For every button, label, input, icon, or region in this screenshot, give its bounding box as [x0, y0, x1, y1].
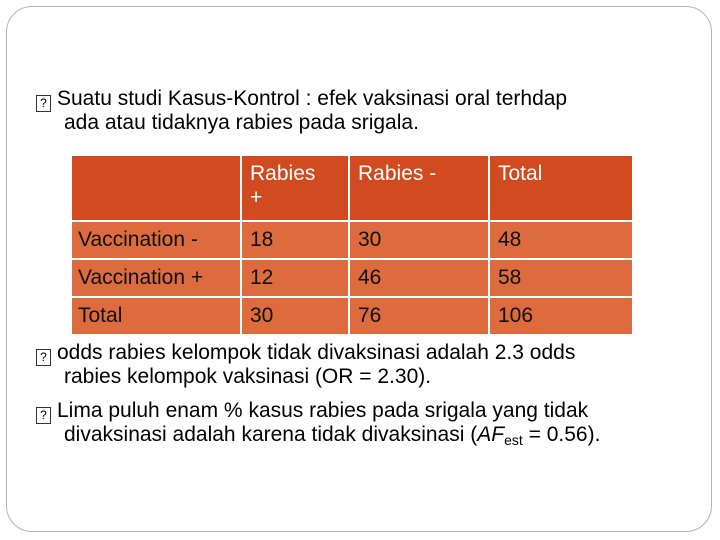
header-rabies-plus-word: Rabies: [250, 162, 316, 185]
table-cell: 30: [350, 220, 490, 258]
table-cell: 76: [350, 296, 490, 334]
row-label: Vaccination -: [72, 220, 242, 258]
intro-line1: Suatu studi Kasus-Kontrol : efek vaksinasi oral terhdap: [57, 87, 568, 110]
row-label: Vaccination +: [72, 258, 242, 296]
table-cell: 12: [242, 258, 350, 296]
data-table: [72, 156, 632, 334]
row-label: Total: [72, 296, 242, 334]
af-bullet: [36, 400, 686, 451]
odds-bullet: [36, 342, 686, 388]
header-rabies-plus-sign: +: [250, 186, 263, 209]
table-cell: 18: [242, 220, 350, 258]
bullet-box-icon: ?: [36, 349, 51, 366]
header-total: Total: [490, 156, 632, 220]
af-value: = 0.56).: [522, 423, 601, 446]
af-line2-text: divaksinasi adalah karena tidak divaksinasi (: [64, 423, 478, 446]
odds-line1: odds rabies kelompok tidak divaksinasi adalah 2.3 odds: [57, 341, 576, 364]
af-symbol: AF: [477, 423, 505, 446]
table-cell: 30: [242, 296, 350, 334]
bullet-box-icon: ?: [36, 95, 51, 112]
header-rabies-plus: [242, 156, 350, 220]
table-cell: 106: [490, 296, 632, 334]
intro-bullet: [36, 88, 686, 134]
table-cell: 46: [350, 258, 490, 296]
odds-line2: rabies kelompok vaksinasi (OR = 2.30).: [64, 365, 432, 388]
table-cell: 48: [490, 220, 632, 258]
header-empty: [72, 156, 242, 220]
bullet-box-icon: ?: [36, 407, 51, 424]
af-line1: Lima puluh enam % kasus rabies pada srigala yang tidak: [57, 399, 589, 422]
header-rabies-minus: Rabies -: [350, 156, 490, 220]
table-cell: 58: [490, 258, 632, 296]
af-line2: [36, 424, 686, 451]
intro-line2: ada atau tidaknya rabies pada srigala.: [64, 111, 419, 134]
af-subscript: est: [504, 432, 523, 448]
